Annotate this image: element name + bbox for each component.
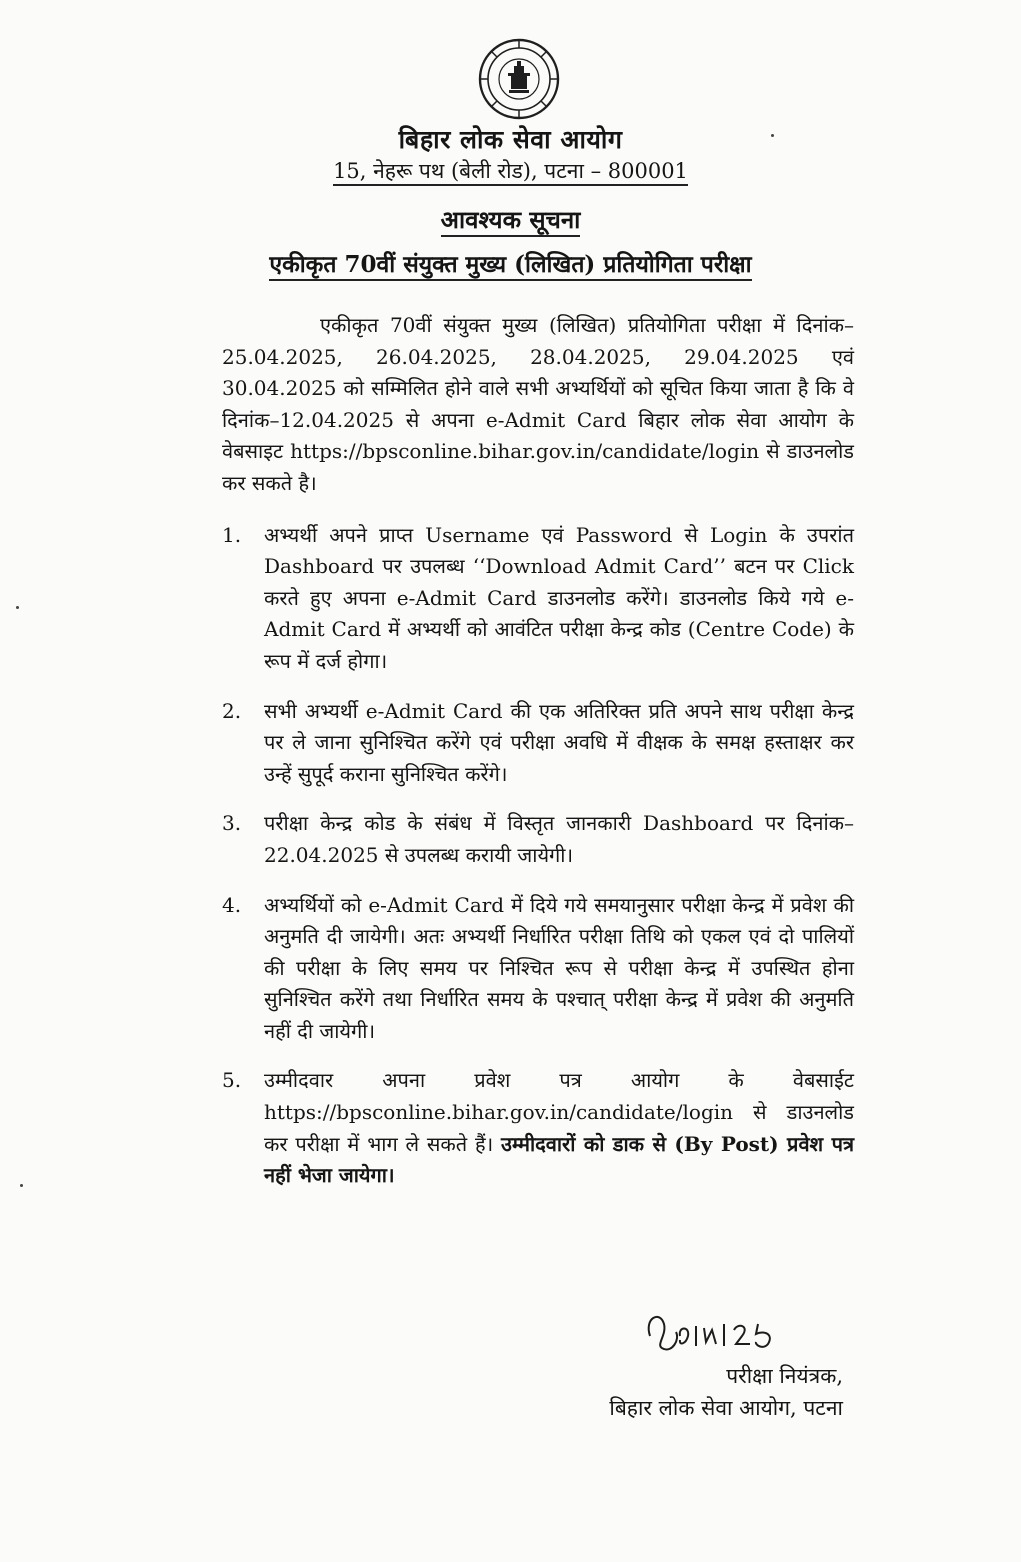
item-text: उम्मीदवार अपना प्रवेश पत्र आयोग के वेबसाईट https://bpsconline.bihar.gov.in/candidate/login से डाउनलोड कर परीक्षा में भाग ले सकते हैं। [264, 1068, 854, 1156]
item-number: 3. [222, 811, 242, 836]
instruction-item [222, 890, 854, 1048]
officer-title: परीक्षा नियंत्रक, [726, 1364, 843, 1388]
notice-body [222, 310, 854, 1210]
item-number: 5. [222, 1068, 242, 1093]
emblem-seal-icon [478, 38, 560, 120]
organization-address: 15, नेहरू पथ (बेली रोड), पटना – 800001 [0, 157, 1021, 185]
paper-speck [16, 606, 19, 609]
item-number: 1. [222, 522, 242, 547]
exam-title: एकीकृत 70वीं संयुक्त मुख्य (लिखित) प्रतियोगिता परीक्षा [0, 247, 1021, 279]
instruction-item [222, 520, 854, 678]
paper-speck [771, 134, 774, 137]
officer-organization: बिहार लोक सेवा आयोग, पटना [609, 1396, 843, 1420]
item-emphasis: उम्मीदवारों को डाक से (By Post) प्रवेश पत्र नहीं भेजा जायेगा। [264, 1131, 854, 1188]
instruction-list [222, 520, 854, 1192]
notice-heading: आवश्यक सूचना [0, 203, 1021, 236]
item-text: परीक्षा केन्द्र कोड के संबंध में विस्तृत जानकारी Dashboard पर दिनांक–22.04.2025 से उपलब्ध करायी जायेगी। [264, 811, 854, 867]
item-text: अभ्यर्थी अपने प्राप्त Username एवं Password से Login के उपरांत Dashboard पर उपलब्ध ‘‘Download Admit Card’’ बटन पर Click करते हुए अपना e-Admit Card डाउनलोड करेंगे। डाउनलोड किये गये e-Admit Card में अभ्यर्थी को आवंटित परीक्षा केन्द्र कोड (Centre Code) के रूप में दर्ज होगा। [264, 522, 854, 673]
paper-speck [20, 1184, 23, 1187]
instruction-item [222, 696, 854, 791]
item-number: 2. [222, 698, 242, 723]
item-text: अभ्यर्थियों को e-Admit Card में दिये गये समयानुसार परीक्षा केन्द्र में प्रवेश की अनुमति दी जायेगी। अतः अभ्यर्थी निर्धारित परीक्षा तिथि को एकल एवं दो पालियों की परीक्षा के लिए समय पर निश्चित रूप से परीक्षा केन्द्र में उपस्थित होना सुनिश्चित करेंगे तथा निर्धारित समय के पश्चात् परीक्षा केन्द्र में प्रवेश की अनुमति नहीं दी जायेगी। [264, 892, 854, 1043]
signature [642, 1302, 792, 1360]
item-number: 4. [222, 892, 242, 917]
instruction-item [222, 808, 854, 871]
intro-paragraph: एकीकृत 70वीं संयुक्त मुख्य (लिखित) प्रतियोगिता परीक्षा में दिनांक–25.04.2025, 26.04.2025, 28.04.2025, 29.04.2025 एवं 30.04.2025 को सम्मिलित होने वाले सभी अभ्यर्थियों को सूचित किया जाता है कि वे दिनांक–12.04.2025 से अपना e-Admit Card बिहार लोक सेवा आयोग के वेबसाइट https://bpsconline.bihar.gov.in/candidate/login से डाउनलोड कर सकते है। [222, 313, 854, 495]
organization-name: बिहार लोक सेवा आयोग [398, 125, 623, 154]
item-text: सभी अभ्यर्थी e-Admit Card की एक अतिरिक्त प्रति अपने साथ परीक्षा केन्द्र पर ले जाना सुनिश्चित करेंगे एवं परीक्षा अवधि में वीक्षक के समक्ष हस्ताक्षर कर उन्हें सुपूर्द कराना सुनिश्चित करेंगे। [264, 698, 854, 786]
instruction-item [222, 1065, 854, 1191]
